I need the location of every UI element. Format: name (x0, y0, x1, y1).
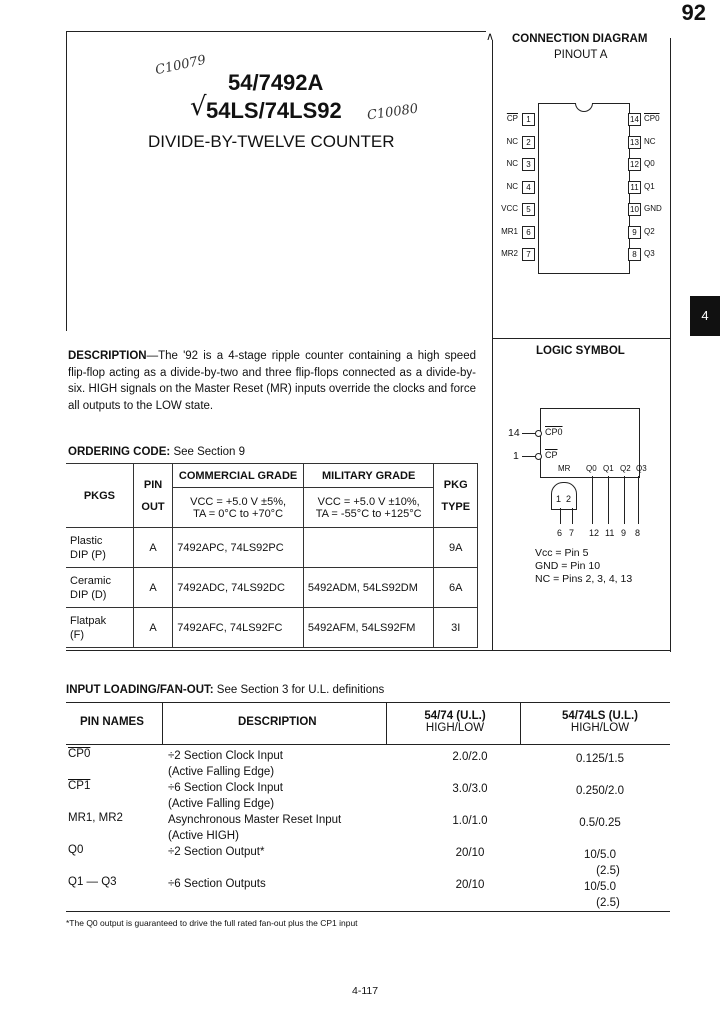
pkg-cell: Flatpak (F) (66, 608, 133, 648)
pin-label: Q0 (644, 159, 655, 168)
logic-in1-line (522, 433, 536, 434)
table-row (66, 528, 478, 568)
loading-table-bottom (66, 911, 670, 912)
col-pkg-type: PKG TYPE (434, 464, 478, 528)
pin-number: 6 (522, 226, 535, 239)
commercial-cell: 7492APC, 74LS92PC (173, 528, 304, 568)
pin-out-cell: A (133, 528, 172, 568)
pin-label: NC (506, 159, 518, 168)
frame-mid-vertical (492, 40, 493, 650)
logic-pin-number: 6 (557, 528, 563, 538)
pin-number: 12 (628, 158, 641, 171)
page-title: DIVIDE-BY-TWELVE COUNTER (148, 132, 395, 151)
table-row (66, 608, 478, 648)
pin-label: VCC (501, 204, 518, 213)
pin-out-cell: A (133, 568, 172, 608)
description-cell: ÷6 Section Clock Input (Active Falling Edge) (168, 782, 283, 810)
ul-5474-cell: 2.0/2.0 (452, 751, 488, 763)
military-cell: 5492ADM, 54LS92DM (303, 568, 434, 608)
frame-top (66, 31, 486, 32)
col-description: DESCRIPTION (238, 716, 317, 728)
pin-number: 7 (522, 248, 535, 261)
pin-label: Q3 (644, 249, 655, 258)
ul-5474-cell: 20/10 (455, 847, 485, 859)
divider-bottom (66, 650, 670, 651)
page-number: 92 (681, 0, 706, 25)
loading-col-sep-3 (520, 702, 521, 744)
pin-name-cell: CP1 (68, 780, 91, 792)
logic-output-label: MR (558, 464, 571, 473)
col-commercial: COMMERCIAL GRADE (173, 464, 304, 488)
pin-label: GND (644, 204, 662, 213)
col-pin-out: PIN OUT (133, 464, 172, 528)
military-conditions: VCC = +5.0 V ±10%, TA = -55°C to +125°C (303, 488, 434, 528)
ul-5474ls-cell: 0.125/1.5 (576, 753, 624, 765)
loading-heading: INPUT LOADING/FAN-OUT: (66, 684, 214, 696)
col-military: MILITARY GRADE (303, 464, 434, 488)
loading-col-sep-2 (386, 702, 387, 744)
logic-note-gnd: GND = Pin 10 (535, 560, 601, 572)
pin-name-cell: CP0 (68, 748, 91, 760)
logic-in2-line (522, 456, 536, 457)
loading-col-sep-1 (162, 702, 163, 744)
pin-label: NC (506, 181, 518, 191)
pin-number: 2 (522, 136, 535, 149)
logic-pin-line (572, 508, 573, 524)
pin-label: MR1 (501, 226, 518, 236)
section-tab (690, 296, 720, 336)
ul-5474ls-cell: 10/5.0 (2.5) (584, 849, 620, 877)
pin-label: NC (506, 136, 518, 146)
page-footer: 4-117 (352, 985, 379, 997)
pin-number: 13 (628, 136, 641, 149)
pin-out-cell: A (133, 608, 172, 648)
arrow-up-icon: ∧ (486, 31, 495, 43)
pin-label: MR2 (501, 249, 518, 258)
loading-ref: See Section 3 for U.L. definitions (216, 684, 385, 696)
pin-name-cell: Q1 — Q3 (68, 876, 117, 888)
military-cell (303, 528, 434, 568)
loading-heading-line (66, 684, 384, 696)
pkg-type-cell: 9A (434, 528, 478, 568)
ul-5474-cell: 3.0/3.0 (452, 783, 488, 795)
pin-number: 9 (628, 226, 641, 239)
logic-output-label: Q1 (603, 464, 614, 473)
logic-pin-line (592, 476, 593, 524)
pin-number: 8 (628, 248, 641, 261)
description-heading: DESCRIPTION (68, 350, 147, 362)
logic-in1-label: CP0 (545, 427, 563, 437)
pin-number: 4 (522, 181, 535, 194)
pin-number: 14 (628, 113, 641, 126)
logic-pin-number: 8 (635, 528, 641, 538)
ul-5474-cell: 20/10 (455, 879, 485, 891)
description-cell: Asynchronous Master Reset Input (Active HIGH) (168, 814, 342, 842)
section-tab-label: 4 (701, 308, 709, 323)
connection-diagram-subtitle: PINOUT A (554, 49, 608, 61)
pin-number: 11 (628, 181, 641, 194)
logic-in2-label: $\overline{CP}$ (545, 450, 558, 460)
logic-output-label: Q2 (620, 464, 631, 473)
pin-label: NC (644, 136, 656, 146)
inversion-bubble-icon (535, 453, 542, 460)
frame-left (66, 31, 67, 331)
logic-in1-num: 14 (508, 427, 520, 439)
connection-diagram-title: CONNECTION DIAGRAM (512, 33, 648, 45)
gate-labels: 1 2 (556, 494, 572, 504)
ul-5474-cell: 1.0/1.0 (452, 815, 488, 827)
ul-5474ls-cell: 0.250/2.0 (576, 785, 624, 797)
logic-in2-num: 1 (513, 450, 519, 462)
military-cell: 5492AFM, 54LS92FM (303, 608, 434, 648)
frame-right (670, 38, 671, 652)
pin-label: Q1 (644, 181, 655, 191)
pin-name-cell: MR1, MR2 (68, 812, 123, 824)
part-number-2: 54LS/74LS92 (206, 98, 342, 123)
logic-notes (535, 547, 632, 586)
divider-right (492, 338, 670, 339)
notch-icon (575, 103, 593, 112)
pin-name-cell: Q0 (68, 844, 84, 856)
logic-note-nc: NC = Pins 2, 3, 4, 13 (535, 573, 633, 585)
pin-number: 3 (522, 158, 535, 171)
pin-number: 10 (628, 203, 641, 216)
dip-package (538, 103, 630, 274)
logic-pin-number: 11 (605, 528, 615, 538)
description-text: —The '92 is a 4-stage ripple counter containing a high speed flip-flop acting as a divide-by-two and three flip-flops connected as a divide-by-six. HIGH signals on the Master Reset (MR) inputs override the clocks and force all outputs to the LOW state. (68, 350, 476, 412)
description-cell: ÷2 Section Output* (168, 846, 265, 858)
commercial-cell: 7492ADC, 74LS92DC (173, 568, 304, 608)
col-5474: 54/74 (U.L.) HIGH/LOW (424, 710, 486, 734)
commercial-conditions: VCC = +5.0 V ±5%, TA = 0°C to +70°C (173, 488, 304, 528)
pin-number: 5 (522, 203, 535, 216)
logic-pin-number: 9 (621, 528, 627, 538)
col-pin-names: PIN NAMES (80, 716, 144, 728)
handwritten-note-1: C10079 (154, 52, 208, 79)
description-cell: ÷6 Section Outputs (168, 878, 266, 890)
logic-pin-line (608, 476, 609, 524)
logic-output-label: Q3 (636, 464, 647, 473)
logic-pin-line (624, 476, 625, 524)
pkg-cell: Plastic DIP (P) (66, 528, 133, 568)
pkg-type-cell: 6A (434, 568, 478, 608)
ul-5474ls-cell: 10/5.0 (2.5) (584, 881, 620, 909)
checkmark-icon: √ (190, 92, 207, 122)
pkg-cell: Ceramic DIP (D) (66, 568, 133, 608)
pin-label: Q2 (644, 226, 655, 236)
logic-pin-line (638, 476, 639, 524)
ordering-heading-line (68, 446, 245, 458)
description-block (68, 348, 476, 414)
logic-output-label: Q0 (586, 464, 597, 473)
loading-table-header-bottom (66, 744, 670, 745)
logic-note-vcc: Vcc = Pin 5 (535, 547, 589, 559)
table-row (66, 568, 478, 608)
handwritten-note-2: C10080 (366, 101, 420, 124)
pkg-type-cell: 3I (434, 608, 478, 648)
ordering-table (66, 463, 478, 648)
pin-number: 1 (522, 113, 535, 126)
ul-5474ls-cell: 0.5/0.25 (579, 817, 621, 829)
description-cell: ÷2 Section Clock Input (Active Falling Edge) (168, 750, 283, 778)
logic-pin-number: 12 (589, 528, 600, 538)
col-5474ls: 54/74LS (U.L.) HIGH/LOW (561, 710, 639, 734)
pin-label: CP0 (644, 114, 660, 123)
loading-footnote: *The Q0 output is guaranteed to drive the full rated fan-out plus the CP1 input (66, 918, 358, 928)
logic-symbol-title: LOGIC SYMBOL (536, 345, 625, 357)
ordering-ref: See Section 9 (173, 446, 246, 458)
ordering-heading: ORDERING CODE: (68, 446, 171, 458)
inversion-bubble-icon (535, 430, 542, 437)
logic-pin-line (560, 508, 561, 524)
commercial-cell: 7492AFC, 74LS92FC (173, 608, 304, 648)
logic-pin-number: 7 (569, 528, 575, 538)
loading-table-top (66, 702, 670, 703)
pin-label: $\overline{CP}$ (506, 114, 518, 123)
col-pkgs: PKGS (66, 464, 133, 528)
part-number-1: 54/7492A (228, 70, 324, 95)
